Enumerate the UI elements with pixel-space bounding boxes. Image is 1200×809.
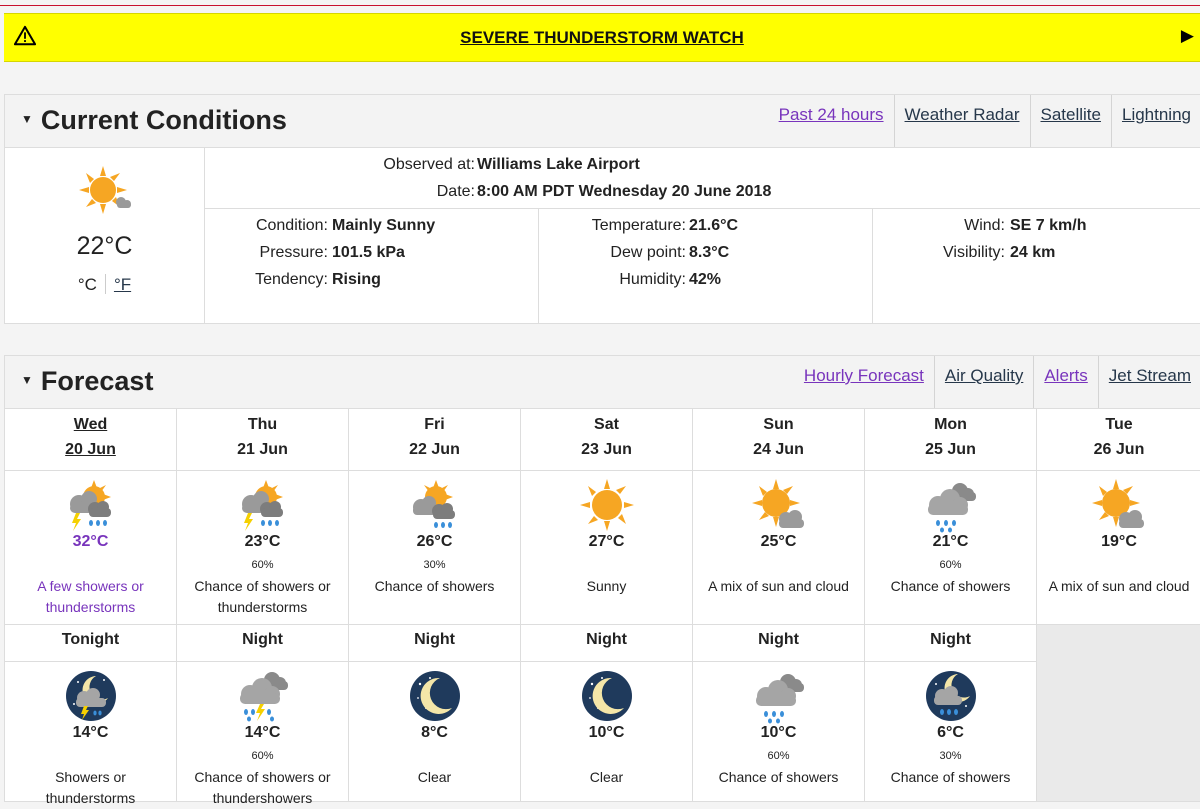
temperature-value: 21.6°C — [689, 217, 739, 234]
day-header-fri — [349, 409, 521, 471]
lightning-link[interactable]: Lightning — [1111, 95, 1200, 147]
alerts-link[interactable]: Alerts — [1033, 356, 1097, 408]
air-quality-link[interactable]: Air Quality — [934, 356, 1033, 408]
observation-details — [205, 209, 1200, 323]
precip-chance: 30% — [423, 559, 446, 571]
day-header-mon — [865, 409, 1037, 471]
night-summary: Chance of showers — [890, 769, 1011, 785]
celsius-unit: °C — [77, 275, 97, 294]
empty-night-cell — [1037, 625, 1200, 801]
past-24-hours-link[interactable]: Past 24 hours — [778, 105, 884, 124]
day-high-temp: 25°C — [760, 533, 797, 550]
visibility-label: Visibility: — [943, 244, 1005, 261]
day-name: Thu — [247, 416, 278, 433]
forecast-night-tonight — [5, 662, 177, 806]
day-summary: Sunny — [586, 578, 627, 594]
condition-label: Condition: — [255, 217, 328, 234]
current-conditions-header — [5, 95, 1200, 148]
night-thunderstorm-icon — [62, 668, 120, 724]
night-name: Night — [586, 631, 627, 648]
day-name: Sun — [763, 416, 794, 433]
temperature-label: Temperature: — [591, 217, 686, 234]
day-high-temp: 19°C — [1101, 533, 1137, 550]
night-header-mon — [865, 625, 1037, 662]
current-conditions-panel — [4, 94, 1200, 324]
alert-banner[interactable] — [4, 13, 1200, 62]
night-name: Tonight — [61, 631, 120, 648]
fahrenheit-link[interactable]: °F — [113, 275, 132, 294]
night-header-tonight — [5, 625, 177, 662]
night-low-temp: 10°C — [588, 724, 625, 741]
forecast-links — [794, 356, 1200, 408]
current-conditions-links — [769, 95, 1200, 147]
forecast-day-sun — [693, 471, 865, 625]
visibility-value: 24 km — [1010, 244, 1056, 261]
forecast-day-fri — [349, 471, 521, 625]
precip-chance: 30% — [939, 750, 962, 762]
night-header-fri — [349, 625, 521, 662]
alert-expand-icon[interactable]: ▶ — [1180, 26, 1194, 45]
thundershowers-icon — [234, 668, 292, 724]
day-name: Fri — [424, 416, 445, 433]
day-date: 23 Jun — [581, 441, 632, 458]
night-name: Night — [414, 631, 455, 648]
clear-night-icon — [406, 668, 464, 724]
day-summary: Chance of showers — [374, 578, 495, 594]
sun-and-cloud-icon — [750, 477, 808, 533]
showers-icon — [922, 477, 980, 533]
night-header-sat — [521, 625, 693, 662]
details-col-2 — [539, 209, 873, 323]
wind-label: Wind: — [964, 217, 1005, 234]
satellite-link[interactable]: Satellite — [1030, 95, 1111, 147]
day-header-sun — [693, 409, 865, 471]
weather-radar-link[interactable]: Weather Radar — [894, 95, 1030, 147]
collapse-caret-icon[interactable]: ▼ — [21, 372, 33, 387]
day-date: 24 Jun — [753, 441, 804, 458]
day-date: 25 Jun — [925, 441, 976, 458]
humidity-label: Humidity: — [619, 271, 686, 288]
day-date[interactable]: 20 Jun — [65, 441, 116, 458]
unit-toggle — [5, 274, 204, 295]
sun-and-cloud-icon — [1090, 477, 1148, 533]
pressure-value: 101.5 kPa — [332, 244, 405, 261]
day-header-tue — [1037, 409, 1200, 471]
forecast-day-mon — [865, 471, 1037, 625]
day-high-temp: 32°C — [72, 533, 109, 550]
thunderstorm-sun-icon — [234, 477, 292, 533]
pressure-label: Pressure: — [259, 244, 328, 261]
night-name: Night — [930, 631, 971, 648]
precip-chance: 60% — [939, 559, 962, 571]
day-name[interactable]: Wed — [73, 416, 108, 433]
tendency-value: Rising — [332, 271, 381, 288]
night-low-temp: 14°C — [72, 724, 109, 741]
day-high-temp: 23°C — [244, 533, 281, 550]
observed-at-value: Williams Lake Airport — [477, 156, 640, 173]
forecast-night-sun — [693, 662, 865, 801]
dew-point-value: 8.3°C — [689, 244, 730, 261]
day-name: Mon — [934, 416, 967, 433]
night-summary: Chance of showers or thundershowers — [194, 769, 331, 806]
showers-sun-icon — [406, 477, 464, 533]
forecast-night-thu — [177, 662, 349, 806]
night-summary: Clear — [589, 769, 624, 785]
alert-title[interactable]: SEVERE THUNDERSTORM WATCH — [460, 28, 744, 47]
forecast-grid — [5, 409, 1200, 806]
dew-point-label: Dew point: — [610, 244, 686, 261]
date-label: Date: — [436, 183, 475, 200]
jet-stream-link[interactable]: Jet Stream — [1098, 356, 1200, 408]
night-summary: Showers or thunderstorms — [45, 769, 136, 806]
date-value: 8:00 AM PDT Wednesday 20 June 2018 — [477, 183, 772, 200]
day-summary: A mix of sun and cloud — [1048, 578, 1190, 594]
night-name: Night — [242, 631, 283, 648]
day-high-temp: 21°C — [932, 533, 969, 550]
day-header-thu — [177, 409, 349, 471]
day-date: 21 Jun — [237, 441, 288, 458]
forecast-day-thu — [177, 471, 349, 625]
night-low-temp: 8°C — [421, 724, 448, 741]
day-header-wed[interactable] — [5, 409, 177, 471]
night-header-thu — [177, 625, 349, 662]
day-summary: Chance of showers or thunderstorms — [194, 578, 331, 615]
day-name: Sat — [594, 416, 619, 433]
forecast-day-tue — [1037, 471, 1200, 625]
day-name: Tue — [1105, 416, 1133, 433]
night-summary: Chance of showers — [718, 769, 839, 785]
sunny-icon — [578, 477, 636, 533]
current-conditions-title[interactable]: ▼ Current Conditions — [21, 105, 287, 135]
forecast-title[interactable]: ▼ Forecast — [21, 366, 154, 396]
condition-value: Mainly Sunny — [332, 217, 436, 234]
day-header-sat — [521, 409, 693, 471]
night-low-temp: 10°C — [760, 724, 797, 741]
hourly-forecast-link[interactable]: Hourly Forecast — [803, 366, 924, 385]
day-summary[interactable]: A few showers or thunderstorms — [37, 578, 144, 615]
details-col-3 — [873, 209, 1200, 323]
night-name: Night — [758, 631, 799, 648]
showers-icon — [750, 668, 808, 724]
thunderstorm-sun-icon — [62, 477, 120, 533]
current-temperature: 22°C — [76, 232, 133, 260]
forecast-day-wed — [5, 471, 177, 625]
day-date: 26 Jun — [1093, 441, 1145, 458]
day-date: 22 Jun — [409, 441, 460, 458]
observation-info — [205, 148, 1200, 209]
forecast-header — [5, 356, 1200, 409]
precip-chance: 60% — [767, 750, 790, 762]
top-rule — [0, 5, 1200, 6]
night-low-temp: 6°C — [937, 724, 964, 741]
mainly-sunny-icon — [77, 164, 135, 220]
precip-chance: 60% — [251, 559, 274, 571]
forecast-night-mon — [865, 662, 1037, 801]
forecast-night-sat — [521, 662, 693, 801]
forecast-night-fri — [349, 662, 521, 801]
day-summary: Chance of showers — [890, 578, 1011, 594]
night-summary: Clear — [417, 769, 452, 785]
day-high-temp: 27°C — [588, 533, 625, 550]
day-high-temp: 26°C — [416, 533, 453, 550]
night-low-temp: 14°C — [244, 724, 281, 741]
tendency-label: Tendency: — [255, 271, 328, 288]
precip-chance: 60% — [251, 750, 274, 762]
forecast-day-sat — [521, 471, 693, 625]
day-summary: A mix of sun and cloud — [708, 578, 849, 594]
night-header-sun — [693, 625, 865, 662]
humidity-value: 42% — [689, 271, 722, 288]
night-showers-icon — [922, 668, 980, 724]
collapse-caret-icon[interactable]: ▼ — [21, 111, 33, 126]
clear-night-icon — [578, 668, 636, 724]
observed-at-label: Observed at: — [383, 156, 475, 173]
current-summary — [5, 148, 205, 323]
details-col-1 — [205, 209, 539, 323]
forecast-panel — [4, 355, 1200, 806]
wind-value: SE 7 km/h — [1010, 217, 1087, 234]
